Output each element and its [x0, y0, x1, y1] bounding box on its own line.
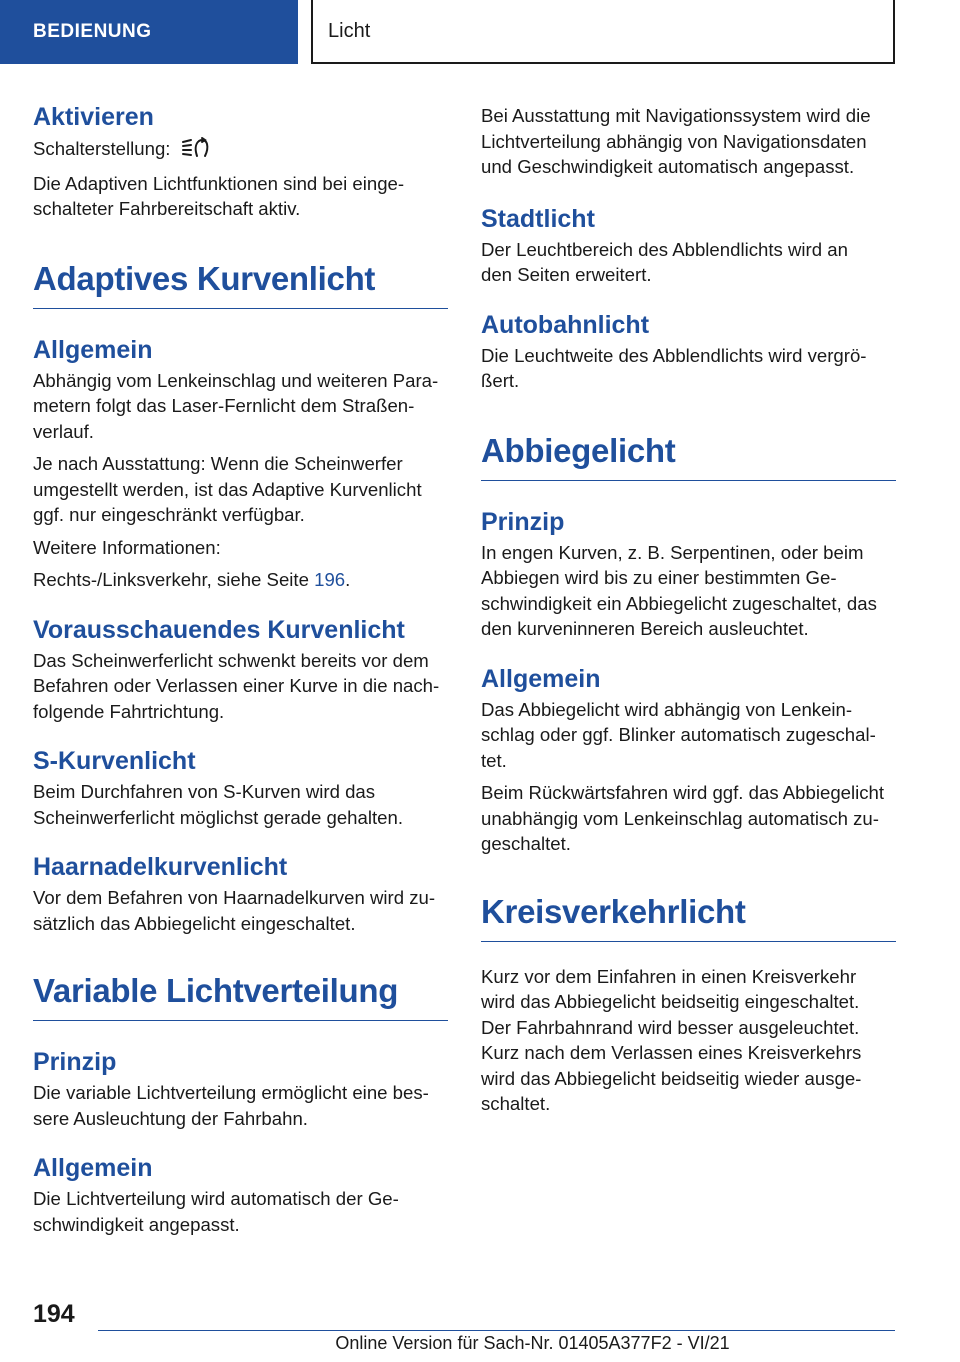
- paragraph: Der Leuchtbereich des Abblendlichts wird an den Seiten erweitert.: [481, 238, 848, 285]
- paragraph: Die Lichtverteilung wird automatisch der Ge- schwindigkeit angepasst.: [33, 1188, 399, 1235]
- section-tab: [0, 0, 298, 64]
- adaptive-light-icon: [180, 136, 214, 165]
- heading-stadtlicht: Stadtlicht: [481, 204, 595, 233]
- paragraph: [33, 567, 448, 593]
- paragraph: Beim Durchfahren von S-Kurven wird das Scheinwerferlicht möglichst gerade gehalten.: [33, 781, 404, 828]
- paragraph: Beim Rückwärtsfahren wird ggf. das Abbiegelicht unabhängig vom Lenkeinschlag automatisch zu- geschaltet.: [481, 782, 885, 854]
- paragraph: Die Adaptiven Lichtfunktionen sind bei einge- schalteter Fahrbereitschaft aktiv.: [33, 172, 405, 219]
- paragraph: Kurz vor dem Einfahren in einen Kreisverkehr wird das Abbiegelicht beidseitig eingeschaltet. Der Fahrbahnrand wird besser ausgeleuchtet. Kurz nach dem Verlassen eines Kreisverkehrs wird das Abbiegelicht beidseitig wieder ausge- schaltet.: [481, 965, 862, 1114]
- paragraph: Weitere Informationen:: [33, 536, 221, 558]
- paragraph: Vor dem Befahren von Haarnadelkurven wird zu- sätzlich das Abbiegelicht eingeschaltet.: [33, 887, 436, 934]
- heading-abbiegelicht: Abbiegelicht: [481, 432, 896, 481]
- paragraph: Das Scheinwerferlicht schwenkt bereits vor dem Befahren oder Verlassen einer Kurve in die nach- folgende Fahrtrichtung.: [33, 649, 440, 722]
- left-column: [33, 102, 448, 1237]
- version-text: Online Version für Sach-Nr. 01405A377F2 - VI/21: [335, 1333, 730, 1353]
- heading-haarnadelkurvenlicht: Haarnadelkurvenlicht: [33, 853, 288, 881]
- heading-allgemein: Allgemein: [481, 664, 601, 693]
- paragraph: In engen Kurven, z. B. Serpentinen, oder beim Abbiegen wird bis zu einer bestimmten Ge- schwindigkeit ein Abbiegelicht zugeschaltet, das den kurveninneren Bereich ausleuchtet.: [481, 541, 877, 639]
- footer-divider: [98, 1330, 895, 1331]
- paragraph: Die Leuchtweite des Abblendlichts wird vergrö- ßert.: [481, 344, 867, 391]
- heading-variable-lichtverteilung: Variable Lichtverteilung: [33, 972, 448, 1021]
- heading-kreisverkehrlicht: Kreisverkehrlicht: [481, 893, 896, 942]
- page-number: 194: [33, 1300, 75, 1328]
- heading-adaptives-kurvenlicht: Adaptives Kurvenlicht: [33, 260, 448, 309]
- cross-reference-text: Rechts-/Linksverkehr, siehe Seite: [33, 569, 315, 590]
- heading-allgemein: Allgemein: [33, 335, 153, 364]
- paragraph: Je nach Ausstattung: Wenn die Scheinwerfer umgestellt werden, ist das Adaptive Kurvenlicht ggf. nur eingeschränkt verfügbar.: [33, 453, 422, 525]
- heading-prinzip: Prinzip: [481, 507, 565, 536]
- heading-autobahnlicht: Autobahnlicht: [481, 310, 650, 339]
- heading-s-kurvenlicht: S-Kurvenlicht: [33, 747, 196, 775]
- switch-position-label: Schalterstellung:: [33, 138, 171, 159]
- paragraph: Bei Ausstattung mit Navigationssystem wird die Lichtverteilung abhängig von Navigationsdaten und Geschwindigkeit automatisch angepasst.: [481, 105, 871, 177]
- paragraph: Die variable Lichtverteilung ermöglicht eine bes- sere Ausleuchtung der Fahrbahn.: [33, 1082, 429, 1129]
- heading-vorausschauendes-kurvenlicht: Vorausschauendes Kurvenlicht: [33, 615, 405, 644]
- paragraph: Das Abbiegelicht wird abhängig von Lenkein- schlag oder ggf. Blinker automatisch zugeschal- tet.: [481, 698, 876, 771]
- paragraph: Abhängig vom Lenkeinschlag und weiteren Para- metern folgt das Laser-Fernlicht dem Straßen- verlauf.: [33, 369, 439, 442]
- page-link[interactable]: 196: [314, 569, 346, 590]
- heading-aktivieren: Aktivieren: [33, 103, 154, 131]
- heading-allgemein: Allgemein: [33, 1154, 153, 1182]
- chapter-title: Licht: [328, 19, 371, 42]
- right-column: [481, 102, 896, 1117]
- chapter-title-box: [311, 0, 895, 64]
- heading-prinzip: Prinzip: [33, 1048, 117, 1076]
- footer-version: [0, 1333, 960, 1354]
- section-label: BEDIENUNG: [33, 21, 152, 42]
- period: .: [345, 569, 351, 590]
- paragraph: [33, 136, 448, 165]
